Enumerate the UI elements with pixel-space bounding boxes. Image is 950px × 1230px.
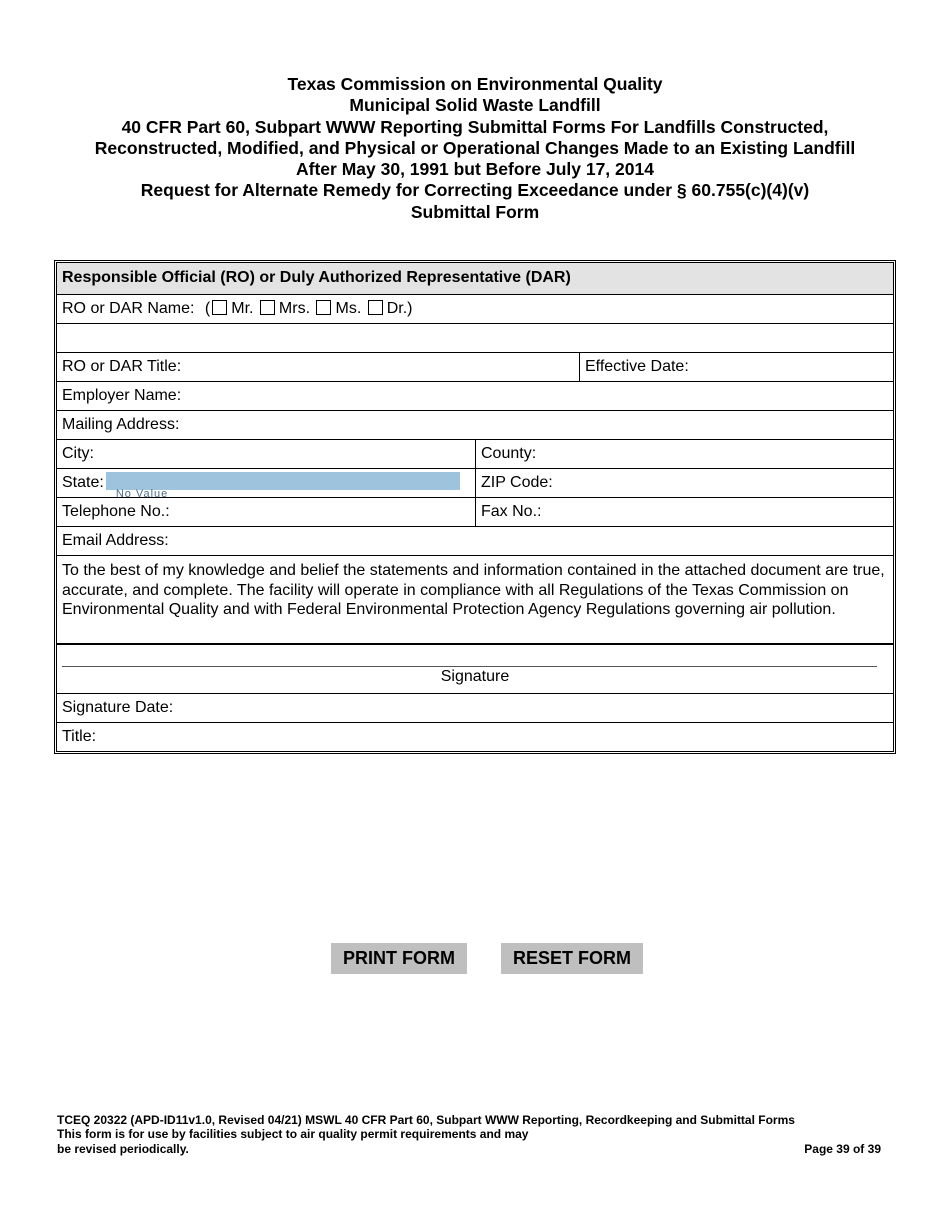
effective-date-label: Effective Date: [585,358,689,375]
name-entry-field[interactable] [57,324,893,352]
form-header [0,74,950,223]
name-entry-row[interactable] [57,323,893,352]
name-close-paren: ) [407,300,413,317]
signature-line [62,666,877,667]
city-field[interactable] [57,440,476,468]
mailing-row [57,410,893,439]
ms-checkbox[interactable] [316,300,331,315]
name-label: RO or DAR Name: [62,300,195,317]
mr-label: Mr. [231,300,254,317]
title2-label: Title: [62,728,97,745]
dr-checkbox[interactable] [368,300,383,315]
city-label: City: [62,445,94,462]
effective-date-field[interactable] [580,353,893,381]
name-cell [57,295,893,323]
phone-label: Telephone No.: [62,503,170,520]
signature-date-field[interactable] [57,694,893,722]
signature-block[interactable] [57,643,893,693]
name-open-paren: ( [204,300,211,317]
signature-date-row [57,693,893,722]
header-form-title: Submittal Form [410,201,540,222]
title-field[interactable] [57,353,580,381]
name-row [57,294,893,323]
state-select-value: No Value [115,488,169,500]
email-row [57,526,893,555]
header-agency: Texas Commission on Environmental Quality [287,74,663,94]
email-label: Email Address: [62,532,169,549]
mrs-checkbox[interactable] [260,300,275,315]
state-cell [57,469,476,500]
mailing-label: Mailing Address: [62,416,180,433]
mrs-label: Mrs. [278,300,311,317]
county-field[interactable] [476,440,893,468]
dr-label: Dr. [386,300,408,317]
header-regulation-cont: Reconstructed, Modified, and Physical or Operational Changes Made to an Existing Landfill [94,137,856,158]
state-zip-row [57,468,893,500]
header-regulation: 40 CFR Part 60, Subpart WWW Reporting Submittal Forms For Landfills Constructed, [121,116,829,137]
employer-field[interactable] [57,382,893,410]
fax-label: Fax No.: [481,503,542,520]
fax-field[interactable] [476,498,893,526]
employer-label: Employer Name: [62,387,182,404]
signature-label: Signature [440,668,510,685]
state-label: State: [62,474,104,491]
ms-label: Ms. [335,300,362,317]
footer-revision-note: be revised periodically. [57,1141,189,1156]
header-date-range: After May 30, 1991 but Before July 17, 2014 [296,159,654,180]
title2-field[interactable] [57,723,893,751]
zip-label: ZIP Code: [481,474,553,491]
title-label: RO or DAR Title: [62,358,182,375]
city-county-row [57,439,893,468]
mailing-field[interactable] [57,411,893,439]
title2-row [57,722,893,751]
footer-form-id: TCEQ 20322 (APD-ID11v1.0, Revised 04/21) MSWL 40 CFR Part 60, Subpart WWW Reporting, Recordkeeping and Submittal Forms [57,1113,795,1127]
ro-dar-form [54,260,896,754]
header-program: Municipal Solid Waste Landfill [349,95,601,116]
page-footer [57,1113,881,1156]
section-title: Responsible Official (RO) or Duly Authorized Representative (DAR) [62,269,571,286]
mr-checkbox[interactable] [212,300,227,315]
title-row [57,352,893,381]
email-field[interactable] [57,527,893,555]
reset-form-button[interactable]: RESET FORM [501,943,643,974]
signature-date-label: Signature Date: [62,699,174,716]
phone-fax-row [57,497,893,526]
zip-field[interactable] [476,469,893,497]
employer-row [57,381,893,410]
certification-statement: To the best of my knowledge and belief the statements and information contained in the attached document are true, accurate, and complete. The facility will operate in compliance with all Regulations of the Texas Commission on Environmental Quality and with Federal Environmental Protection Agency Regulations governing air pollution. [57,555,893,643]
footer-usage-note: This form is for use by facilities subject to air quality permit requirements and may [57,1127,529,1142]
county-label: County: [481,445,537,462]
header-request: Request for Alternate Remedy for Correcting Exceedance under § 60.755(c)(4)(v) [140,180,810,201]
print-form-button[interactable]: PRINT FORM [331,943,467,974]
page-number: Page 39 of 39 [804,1141,881,1156]
section-title-row [57,263,893,294]
state-select[interactable] [106,472,460,500]
